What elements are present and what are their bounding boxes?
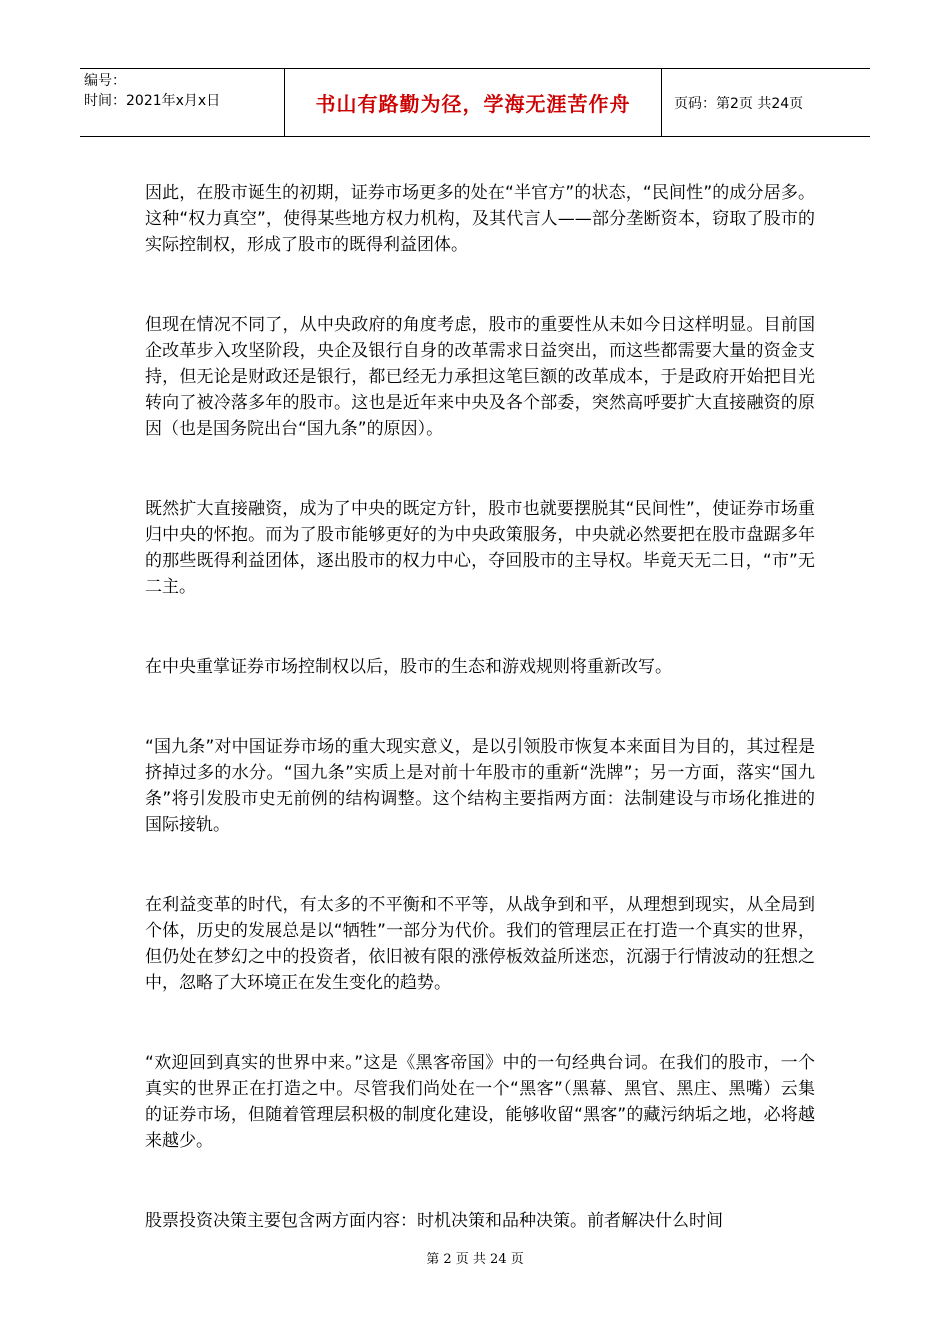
header-motto: 书山有路勤为径，学海无涯苦作舟	[285, 69, 662, 136]
paragraph: “国九条”对中国证券市场的重大现实意义，是以引领股市恢复本来面目为目的，其过程是挤掉过多的水分。“国九条”实质上是对前十年股市的重新“洗牌”；另一方面，落实“国九条”将引发股市史无前例的结构调整。这个结构主要指两方面：法制建设与市场化推进的国际接轨。	[145, 737, 815, 835]
document-number-label: 编号：	[84, 73, 126, 89]
document-body	[145, 180, 815, 1288]
page-header	[80, 68, 870, 137]
paragraph: 但现在情况不同了，从中央政府的角度考虑，股市的重要性从未如今日这样明显。目前国企改革步入攻坚阶段，央企及银行自身的改革需求日益突出，而这些都需要大量的资金支持，但无论是财政还是银行，都已经无力承担这笔巨额的改革成本，于是政府开始把目光转向了被冷落多年的股市。这也是近年来中央及各个部委，突然高呼要扩大直接融资的原因（也是国务院出台“国九条”的原因）。	[145, 315, 815, 439]
page-footer: 第 2 页 共 24 页	[426, 1252, 524, 1267]
paragraph: 在中央重掌证券市场控制权以后，股市的生态和游戏规则将重新改写。	[145, 657, 672, 677]
document-time-label: 时间：2021年x月x日	[84, 93, 221, 109]
paragraph: 股票投资决策主要包含两方面内容：时机决策和品种决策。前者解决什么时间	[145, 1211, 723, 1231]
paragraph: 在利益变革的时代，有太多的不平衡和不平等，从战争到和平，从理想到现实，从全局到个体，历史的发展总是以“牺牲”一部分为代价。我们的管理层正在打造一个真实的世界，但仍处在梦幻之中的投资者，依旧被有限的涨停板效益所迷恋，沉溺于行情波动的狂想之中，忽略了大环境正在发生变化的趋势。	[145, 895, 815, 993]
header-page-info: 页码：第2页 共24页	[674, 95, 804, 112]
paragraph: “欢迎回到真实的世界中来。”这是《黑客帝国》中的一句经典台词。在我们的股市，一个真实的世界正在打造之中。尽管我们尚处在一个“黑客”（黑幕、黑官、黑庄、黑嘴）云集的证券市场，但随着管理层积极的制度化建设，能够收留“黑客”的藏污纳垢之地，必将越来越少。	[145, 1053, 815, 1151]
paragraph: 因此，在股市诞生的初期，证券市场更多的处在“半官方”的状态，“民间性”的成分居多。这种“权力真空”，使得某些地方权力机构，及其代言人——部分垄断资本，窃取了股市的实际控制权，形成了股市的既得利益团体。	[145, 183, 815, 255]
header-meta	[80, 69, 285, 136]
paragraph: 既然扩大直接融资，成为了中央的既定方针，股市也就要摆脱其“民间性”，使证券市场重归中央的怀抱。而为了股市能够更好的为中央政策服务，中央就必然要把在股市盘踞多年的那些既得利益团体，逐出股市的权力中心，夺回股市的主导权。毕竟天无二日，“市”无二主。	[145, 499, 815, 597]
